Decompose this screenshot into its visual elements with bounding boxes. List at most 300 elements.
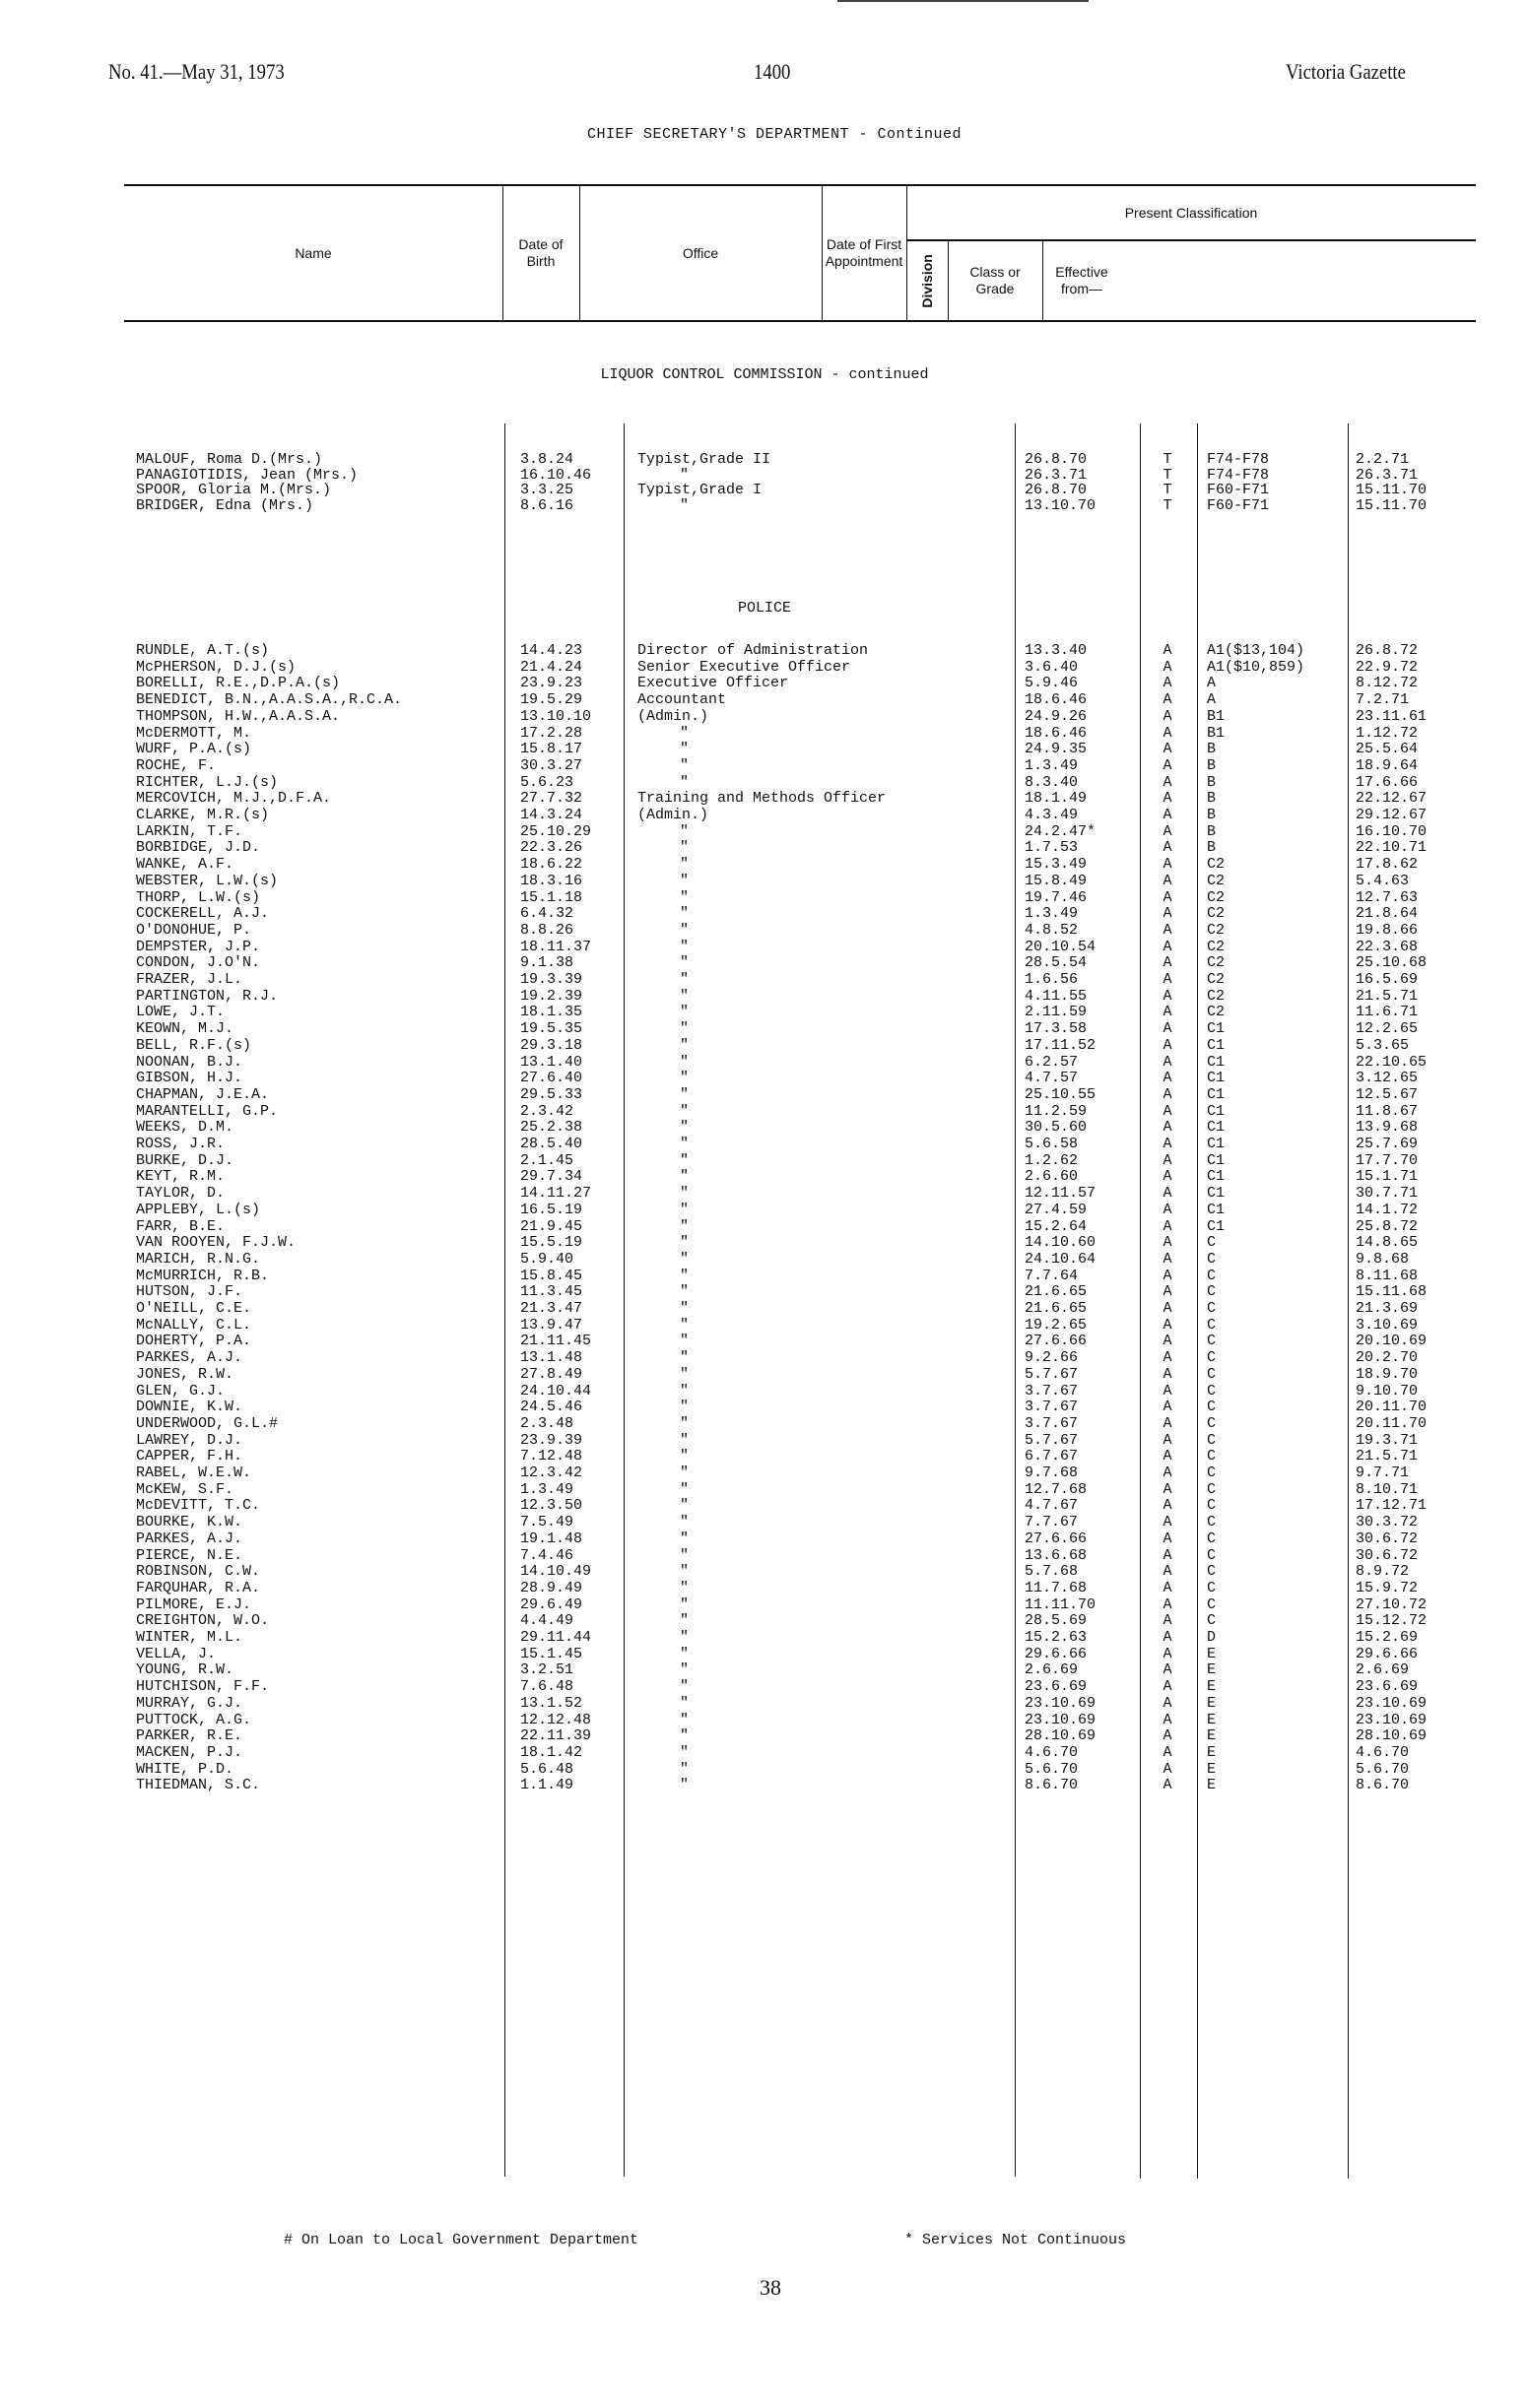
office-cell: " <box>680 905 690 923</box>
class-or-grade-cell: C <box>1207 1250 1217 1268</box>
office-cell: " <box>680 1300 690 1317</box>
class-or-grade-cell: C <box>1207 1579 1217 1596</box>
table-row <box>0 452 1529 468</box>
name-cell: MURRAY, G.J. <box>136 1694 243 1712</box>
footnote-on-loan: # On Loan to Local Government Department <box>284 2232 639 2248</box>
date-of-birth-cell: 14.3.24 <box>520 807 583 823</box>
date-of-first-appointment-cell: 26.3.71 <box>1025 466 1088 484</box>
page-number: 38 <box>760 2275 781 2300</box>
table-row <box>0 1153 1529 1169</box>
name-cell: CONDON, J.O'N. <box>136 954 261 972</box>
division-cell: A <box>1163 724 1172 742</box>
date-of-birth-cell: 21.3.47 <box>520 1300 583 1317</box>
effective-from-cell: 20.11.70 <box>1356 1414 1428 1432</box>
effective-from-cell: 11.8.67 <box>1356 1102 1419 1120</box>
date-of-first-appointment-cell: 2.6.69 <box>1025 1661 1079 1679</box>
effective-from-cell: 20.10.69 <box>1356 1333 1428 1350</box>
date-of-birth-cell: 29.3.18 <box>520 1036 583 1054</box>
name-cell: ROCHE, F. <box>136 756 217 774</box>
date-of-first-appointment-cell: 21.6.65 <box>1025 1283 1088 1301</box>
effective-from-cell: 15.11.68 <box>1356 1283 1428 1301</box>
office-cell: " <box>680 1579 690 1596</box>
office-cell: " <box>680 466 690 484</box>
table-row <box>0 742 1529 757</box>
date-of-birth-cell: 13.10.10 <box>520 707 592 725</box>
division-cell: T <box>1163 496 1172 514</box>
division-cell: A <box>1163 1546 1172 1564</box>
division-cell: A <box>1163 1563 1172 1581</box>
class-or-grade-cell: E <box>1207 1661 1217 1679</box>
table-row <box>0 1038 1529 1054</box>
class-or-grade-cell: C1 <box>1207 1020 1226 1038</box>
division-cell: A <box>1163 691 1172 709</box>
division-cell: A <box>1163 905 1172 923</box>
table-row <box>0 955 1529 971</box>
office-cell: " <box>680 1743 690 1761</box>
division-cell: A <box>1163 1595 1172 1613</box>
class-or-grade-cell: F74-F78 <box>1207 451 1270 468</box>
date-of-birth-cell: 2.3.42 <box>520 1102 574 1120</box>
division-cell: A <box>1163 1316 1172 1334</box>
name-cell: O'NEILL, C.E. <box>136 1300 252 1317</box>
class-or-grade-cell: C1 <box>1207 1102 1226 1120</box>
division-cell: A <box>1163 938 1172 955</box>
name-cell: HUTSON, J.F. <box>136 1283 243 1301</box>
table-row <box>0 692 1529 708</box>
date-of-first-appointment-cell: 9.7.68 <box>1025 1464 1079 1481</box>
name-cell: McDERMOTT, M. <box>136 724 252 742</box>
table-row <box>0 1416 1529 1432</box>
table-row <box>0 1367 1529 1383</box>
date-of-first-appointment-cell: 28.10.69 <box>1025 1727 1097 1745</box>
name-cell: GIBSON, H.J. <box>136 1070 243 1087</box>
effective-from-cell: 8.9.72 <box>1356 1563 1410 1581</box>
table-row <box>0 1137 1529 1152</box>
date-of-first-appointment-cell: 5.7.67 <box>1025 1431 1079 1449</box>
office-cell: " <box>680 839 690 857</box>
class-or-grade-cell: B <box>1207 822 1217 840</box>
office-cell: " <box>680 1546 690 1564</box>
table-row <box>0 1169 1529 1185</box>
division-cell: A <box>1163 658 1172 676</box>
date-of-first-appointment-cell: 26.8.70 <box>1025 451 1088 468</box>
table-row <box>0 1498 1529 1514</box>
date-of-first-appointment-cell: 21.6.65 <box>1025 1300 1088 1317</box>
class-or-grade-cell: F74-F78 <box>1207 466 1270 484</box>
office-cell: " <box>680 1349 690 1367</box>
effective-from-cell: 21.5.71 <box>1356 1448 1419 1465</box>
date-of-birth-cell: 7.6.48 <box>520 1678 574 1696</box>
table-row <box>0 1647 1529 1662</box>
effective-from-cell: 22.9.72 <box>1356 658 1419 676</box>
date-of-birth-cell: 25.10.29 <box>520 822 592 840</box>
table-row <box>0 498 1529 514</box>
table-row <box>0 1531 1529 1547</box>
class-or-grade-cell: C2 <box>1207 938 1226 955</box>
table-row <box>0 1662 1529 1678</box>
date-of-first-appointment-cell: 23.6.69 <box>1025 1678 1088 1696</box>
division-cell: A <box>1163 1053 1172 1071</box>
date-of-first-appointment-cell: 4.7.57 <box>1025 1070 1079 1087</box>
date-of-birth-cell: 14.11.27 <box>520 1185 592 1203</box>
name-cell: PANAGIOTIDIS, Jean (Mrs.) <box>136 466 359 484</box>
date-of-first-appointment-cell: 15.2.63 <box>1025 1629 1088 1646</box>
name-cell: GLEN, G.J. <box>136 1382 226 1399</box>
date-of-birth-cell: 24.10.44 <box>520 1382 592 1399</box>
class-or-grade-cell: C2 <box>1207 888 1226 906</box>
effective-from-cell: 22.10.65 <box>1356 1053 1428 1071</box>
class-or-grade-cell: C1 <box>1207 1201 1226 1218</box>
date-of-birth-cell: 2.3.48 <box>520 1414 574 1432</box>
effective-from-cell: 21.8.64 <box>1356 905 1419 923</box>
division-cell: A <box>1163 675 1172 692</box>
date-of-first-appointment-cell: 13.10.70 <box>1025 496 1097 514</box>
effective-from-cell: 25.8.72 <box>1356 1217 1419 1235</box>
table-row <box>0 758 1529 774</box>
effective-from-cell: 22.12.67 <box>1356 790 1428 808</box>
name-cell: THIEDMAN, S.C. <box>136 1777 261 1794</box>
date-of-first-appointment-cell: 11.7.68 <box>1025 1579 1088 1596</box>
table-row <box>0 1350 1529 1366</box>
date-of-first-appointment-cell: 4.7.67 <box>1025 1497 1079 1515</box>
division-cell: A <box>1163 822 1172 840</box>
office-cell: " <box>680 1053 690 1071</box>
date-of-birth-cell: 15.8.45 <box>520 1267 583 1284</box>
name-cell: FARQUHAR, R.A. <box>136 1579 261 1596</box>
class-or-grade-cell: C <box>1207 1546 1217 1564</box>
effective-from-cell: 23.6.69 <box>1356 1678 1419 1696</box>
date-of-birth-cell: 15.1.45 <box>520 1645 583 1662</box>
office-cell: " <box>680 954 690 972</box>
table-row <box>0 1252 1529 1268</box>
office-cell: " <box>680 1480 690 1498</box>
office-cell: " <box>680 1316 690 1334</box>
class-or-grade-cell: E <box>1207 1711 1217 1728</box>
office-cell: " <box>680 1102 690 1120</box>
date-of-first-appointment-cell: 1.2.62 <box>1025 1151 1079 1169</box>
effective-from-cell: 9.7.71 <box>1356 1464 1410 1481</box>
name-cell: MALOUF, Roma D.(Mrs.) <box>136 451 323 468</box>
effective-from-cell: 14.8.65 <box>1356 1234 1419 1252</box>
division-cell: A <box>1163 1151 1172 1169</box>
table-row <box>0 709 1529 725</box>
effective-from-cell: 22.10.71 <box>1356 839 1428 857</box>
class-or-grade-cell: C <box>1207 1514 1217 1531</box>
effective-from-cell: 21.3.69 <box>1356 1300 1419 1317</box>
effective-from-cell: 18.9.70 <box>1356 1365 1419 1383</box>
date-of-first-appointment-cell: 1.7.53 <box>1025 839 1079 857</box>
header-present-classification: Present Classification <box>1124 205 1258 221</box>
date-of-first-appointment-cell: 12.11.57 <box>1025 1185 1097 1203</box>
name-cell: McNALLY, C.L. <box>136 1316 252 1334</box>
issue-date: No. 41.—May 31, 1973 <box>108 59 285 84</box>
date-of-birth-cell: 18.3.16 <box>520 872 583 889</box>
date-of-first-appointment-cell: 6.2.57 <box>1025 1053 1079 1071</box>
date-of-birth-cell: 21.11.45 <box>520 1333 592 1350</box>
effective-from-cell: 7.2.71 <box>1356 691 1410 709</box>
date-of-first-appointment-cell: 11.2.59 <box>1025 1102 1088 1120</box>
division-cell: A <box>1163 856 1172 874</box>
header-division-label: Division <box>918 253 935 308</box>
date-of-first-appointment-cell: 1.6.56 <box>1025 971 1079 988</box>
effective-from-cell: 8.11.68 <box>1356 1267 1419 1284</box>
date-of-birth-cell: 27.6.40 <box>520 1070 583 1087</box>
class-or-grade-cell: B <box>1207 741 1217 758</box>
table-row <box>0 808 1529 823</box>
date-of-first-appointment-cell: 9.2.66 <box>1025 1349 1079 1367</box>
table-row <box>0 1334 1529 1349</box>
office-cell: " <box>680 1694 690 1712</box>
office-cell: " <box>680 1727 690 1745</box>
date-of-birth-cell: 4.4.49 <box>520 1612 574 1630</box>
date-of-first-appointment-cell: 1.3.49 <box>1025 905 1079 923</box>
date-of-birth-cell: 27.7.32 <box>520 790 583 808</box>
table-row <box>0 483 1529 498</box>
office-cell: " <box>680 1333 690 1350</box>
name-cell: DOWNIE, K.W. <box>136 1399 243 1416</box>
office-cell: (Admin.) <box>637 807 709 823</box>
table-row <box>0 1778 1529 1793</box>
date-of-first-appointment-cell: 23.10.69 <box>1025 1711 1097 1728</box>
division-cell: T <box>1163 451 1172 468</box>
division-cell: A <box>1163 1283 1172 1301</box>
division-cell: A <box>1163 1267 1172 1284</box>
office-cell: " <box>680 1629 690 1646</box>
name-cell: BORBIDGE, J.D. <box>136 839 261 857</box>
effective-from-cell: 27.10.72 <box>1356 1595 1428 1613</box>
date-of-first-appointment-cell: 17.3.58 <box>1025 1020 1088 1038</box>
table-row <box>0 676 1529 691</box>
date-of-first-appointment-cell: 13.6.68 <box>1025 1546 1088 1564</box>
table-row <box>0 1269 1529 1284</box>
office-cell: " <box>680 1448 690 1465</box>
class-or-grade-cell: B1 <box>1207 707 1226 725</box>
name-cell: PIERCE, N.E. <box>136 1546 243 1564</box>
division-cell: A <box>1163 642 1172 659</box>
office-cell: " <box>680 1004 690 1021</box>
name-cell: BELL, R.F.(s) <box>136 1036 252 1054</box>
class-or-grade-cell: C2 <box>1207 971 1226 988</box>
office-cell: Typist,Grade I <box>637 482 763 498</box>
office-cell: " <box>680 1217 690 1235</box>
class-or-grade-cell: B <box>1207 773 1217 791</box>
name-cell: WHITE, P.D. <box>136 1760 234 1778</box>
division-cell: A <box>1163 1629 1172 1646</box>
date-of-first-appointment-cell: 17.11.52 <box>1025 1036 1097 1054</box>
name-cell: McDEVITT, T.C. <box>136 1497 261 1515</box>
table-row <box>0 1087 1529 1103</box>
date-of-birth-cell: 7.12.48 <box>520 1448 583 1465</box>
name-cell: DOHERTY, P.A. <box>136 1333 252 1350</box>
name-cell: LOWE, J.T. <box>136 1004 226 1021</box>
date-of-first-appointment-cell: 24.2.47* <box>1025 822 1097 840</box>
class-or-grade-cell: C1 <box>1207 1053 1226 1071</box>
class-or-grade-cell: C <box>1207 1399 1217 1416</box>
division-cell: A <box>1163 1085 1172 1103</box>
name-cell: WANKE, A.F. <box>136 856 234 874</box>
office-cell: " <box>680 1070 690 1087</box>
date-of-first-appointment-cell: 2.11.59 <box>1025 1004 1088 1021</box>
division-cell: A <box>1163 1727 1172 1745</box>
date-of-birth-cell: 5.9.40 <box>520 1250 574 1268</box>
division-cell: A <box>1163 987 1172 1005</box>
date-of-birth-cell: 15.1.18 <box>520 888 583 906</box>
office-cell: " <box>680 856 690 874</box>
effective-from-cell: 15.1.71 <box>1356 1168 1419 1186</box>
division-cell: A <box>1163 1431 1172 1449</box>
section-title-liquor-control: LIQUOR CONTROL COMMISSION - continued <box>600 366 929 383</box>
class-or-grade-cell: F60-F71 <box>1207 482 1270 498</box>
name-cell: KEOWN, M.J. <box>136 1020 234 1038</box>
effective-from-cell: 2.2.71 <box>1356 451 1410 468</box>
effective-from-cell: 17.6.66 <box>1356 773 1419 791</box>
date-of-first-appointment-cell: 5.7.67 <box>1025 1365 1079 1383</box>
class-or-grade-cell: C <box>1207 1283 1217 1301</box>
name-cell: CLARKE, M.R.(s) <box>136 807 270 823</box>
class-or-grade-cell: A1($10,859) <box>1207 658 1305 676</box>
date-of-first-appointment-cell: 4.6.70 <box>1025 1743 1079 1761</box>
class-or-grade-cell: F60-F71 <box>1207 496 1270 514</box>
effective-from-cell: 17.7.70 <box>1356 1151 1419 1169</box>
date-of-first-appointment-cell: 12.7.68 <box>1025 1480 1088 1498</box>
class-or-grade-cell: C <box>1207 1316 1217 1334</box>
name-cell: PARKES, A.J. <box>136 1529 243 1547</box>
effective-from-cell: 11.6.71 <box>1356 1004 1419 1021</box>
date-of-birth-cell: 1.3.49 <box>520 1480 574 1498</box>
class-or-grade-cell: C2 <box>1207 954 1226 972</box>
table-row <box>0 1679 1529 1695</box>
division-cell: A <box>1163 1645 1172 1662</box>
date-of-first-appointment-cell: 8.6.70 <box>1025 1777 1079 1794</box>
class-or-grade-cell: A <box>1207 675 1217 692</box>
name-cell: PARTINGTON, R.J. <box>136 987 279 1005</box>
table-row <box>0 1284 1529 1300</box>
effective-from-cell: 14.1.72 <box>1356 1201 1419 1218</box>
office-cell: " <box>680 1036 690 1054</box>
date-of-birth-cell: 13.9.47 <box>520 1316 583 1334</box>
name-cell: MACKEN, P.J. <box>136 1743 243 1761</box>
division-cell: A <box>1163 1250 1172 1268</box>
date-of-birth-cell: 13.1.52 <box>520 1694 583 1712</box>
name-cell: CREIGHTON, W.O. <box>136 1612 270 1630</box>
division-cell: A <box>1163 872 1172 889</box>
office-cell: " <box>680 741 690 758</box>
class-or-grade-cell: C <box>1207 1365 1217 1383</box>
table-row <box>0 1564 1529 1580</box>
date-of-birth-cell: 8.6.16 <box>520 496 574 514</box>
division-cell: A <box>1163 773 1172 791</box>
date-of-first-appointment-cell: 24.9.35 <box>1025 741 1088 758</box>
division-cell: A <box>1163 1514 1172 1531</box>
table-row <box>0 1762 1529 1778</box>
table-row <box>0 791 1529 807</box>
date-of-birth-cell: 7.5.49 <box>520 1514 574 1531</box>
date-of-birth-cell: 1.1.49 <box>520 1777 574 1794</box>
class-or-grade-cell: A <box>1207 691 1217 709</box>
class-or-grade-cell: C <box>1207 1612 1217 1630</box>
division-cell: A <box>1163 1612 1172 1630</box>
class-or-grade-cell: C1 <box>1207 1136 1226 1152</box>
name-cell: THOMPSON, H.W.,A.A.S.A. <box>136 707 341 725</box>
class-or-grade-cell: E <box>1207 1645 1217 1662</box>
class-or-grade-cell: C1 <box>1207 1185 1226 1203</box>
table-row <box>0 1301 1529 1317</box>
date-of-birth-cell: 18.1.42 <box>520 1743 583 1761</box>
date-of-birth-cell: 29.5.33 <box>520 1085 583 1103</box>
division-cell: A <box>1163 1333 1172 1350</box>
name-cell: WEBSTER, L.W.(s) <box>136 872 279 889</box>
office-cell: " <box>680 1464 690 1481</box>
name-cell: BENEDICT, B.N.,A.A.S.A.,R.C.A. <box>136 691 403 709</box>
class-or-grade-cell: C1 <box>1207 1168 1226 1186</box>
effective-from-cell: 8.6.70 <box>1356 1777 1410 1794</box>
class-or-grade-cell: B <box>1207 807 1217 823</box>
section-title-police: POLICE <box>737 600 791 617</box>
date-of-first-appointment-cell: 4.8.52 <box>1025 921 1079 939</box>
date-of-birth-cell: 12.12.48 <box>520 1711 592 1728</box>
table-row <box>0 1548 1529 1564</box>
class-or-grade-cell: C2 <box>1207 1004 1226 1021</box>
class-or-grade-cell: C <box>1207 1480 1217 1498</box>
class-or-grade-cell: B1 <box>1207 724 1226 742</box>
class-or-grade-cell: C1 <box>1207 1085 1226 1103</box>
office-cell: " <box>680 773 690 791</box>
class-or-grade-cell: C1 <box>1207 1151 1226 1169</box>
effective-from-cell: 18.9.64 <box>1356 756 1419 774</box>
table-row <box>0 1384 1529 1399</box>
name-cell: PILMORE, E.J. <box>136 1595 252 1613</box>
table-row <box>0 1055 1529 1071</box>
date-of-first-appointment-cell: 28.5.54 <box>1025 954 1088 972</box>
effective-from-cell: 15.9.72 <box>1356 1579 1419 1596</box>
name-cell: RABEL, W.E.W. <box>136 1464 252 1481</box>
date-of-first-appointment-cell: 4.11.55 <box>1025 987 1088 1005</box>
class-or-grade-cell: C1 <box>1207 1036 1226 1054</box>
class-or-grade-cell: D <box>1207 1629 1217 1646</box>
effective-from-cell: 25.10.68 <box>1356 954 1428 972</box>
date-of-birth-cell: 16.10.46 <box>520 466 592 484</box>
class-or-grade-cell: E <box>1207 1760 1217 1778</box>
table-row <box>0 989 1529 1005</box>
date-of-birth-cell: 19.3.39 <box>520 971 583 988</box>
date-of-first-appointment-cell: 7.7.67 <box>1025 1514 1079 1531</box>
class-or-grade-cell: C2 <box>1207 987 1226 1005</box>
name-cell: WINTER, M.L. <box>136 1629 243 1646</box>
division-cell: A <box>1163 1217 1172 1235</box>
division-cell: A <box>1163 1036 1172 1054</box>
date-of-birth-cell: 13.1.40 <box>520 1053 583 1071</box>
name-cell: CAPPER, F.H. <box>136 1448 243 1465</box>
name-cell: DEMPSTER, J.P. <box>136 938 261 955</box>
name-cell: RUNDLE, A.T.(s) <box>136 642 270 659</box>
division-cell: A <box>1163 1168 1172 1186</box>
office-cell: " <box>680 1267 690 1284</box>
department-title: CHIEF SECRETARY'S DEPARTMENT - Continued <box>586 126 963 143</box>
office-cell: " <box>680 1085 690 1103</box>
effective-from-cell: 20.11.70 <box>1356 1399 1428 1416</box>
table-row <box>0 874 1529 889</box>
office-cell: " <box>680 1185 690 1203</box>
division-cell: A <box>1163 1102 1172 1120</box>
date-of-first-appointment-cell: 15.8.49 <box>1025 872 1088 889</box>
effective-from-cell: 23.10.69 <box>1356 1694 1428 1712</box>
division-cell: A <box>1163 1760 1172 1778</box>
date-of-first-appointment-cell: 7.7.64 <box>1025 1267 1079 1284</box>
office-cell: Typist,Grade II <box>637 451 771 468</box>
effective-from-cell: 9.8.68 <box>1356 1250 1410 1268</box>
name-cell: MERCOVICH, M.J.,D.F.A. <box>136 790 332 808</box>
office-cell: " <box>680 1119 690 1137</box>
